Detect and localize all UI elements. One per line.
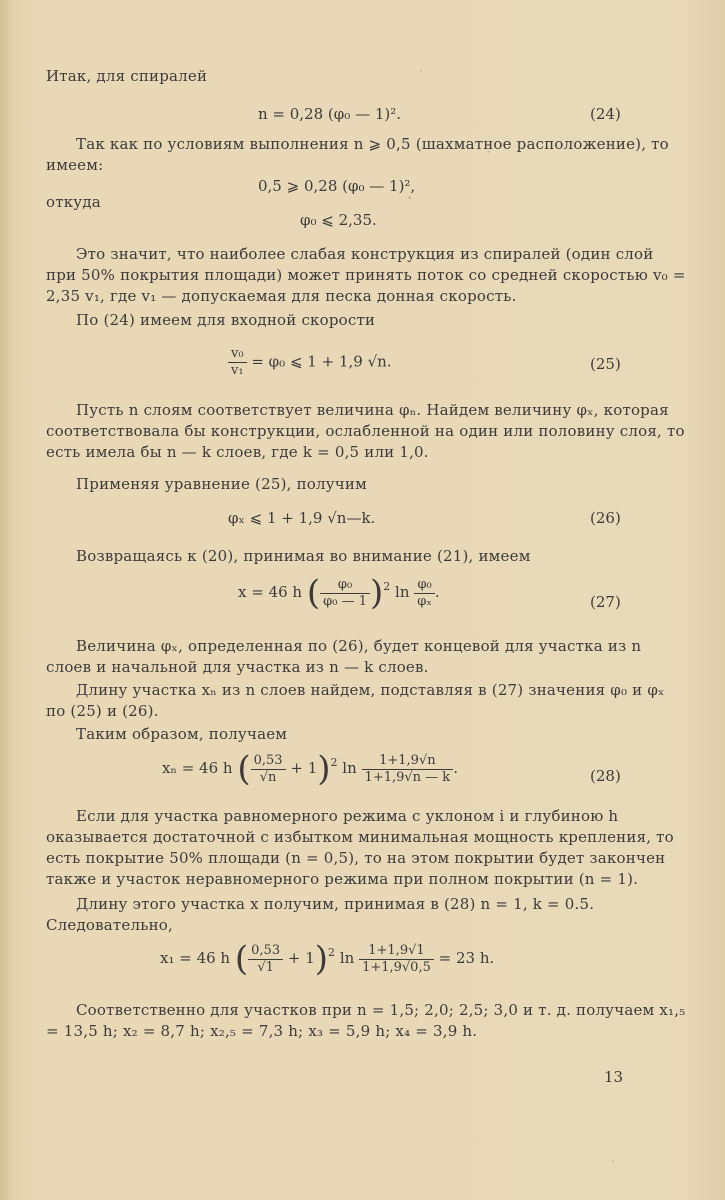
paragraph-returning: Возвращаясь к (20), принимая во внимание (21), имеем <box>76 547 531 565</box>
whence-text: откуда <box>46 193 101 211</box>
paragraph-results: Соответственно для участков при n = 1,5; 2,0; 2,5; 3,0 и т. д. получаем x₁,₅ = 13,5 h; x₂ = 8,7 h; x₂,₅ = 7,3 h; x₃ = 5,9 h; x₄ = 3,9 h. <box>46 1001 686 1040</box>
intro-text: Итак, для спиралей <box>46 67 208 85</box>
equation-26-formula: φₓ ⩽ 1 + 1,9 √n—k. <box>228 509 376 527</box>
book-page: Итак, для спиралей n = 0,28 (φ₀ — 1)². (24) Так как по условиям выполнения n ⩾ 0,5 (шахматное расположение), то имеем: 0,5 ⩾ 0,28 (φ₀ — 1)², откуда φ₀ ⩽ 2,35. Это значит, что наиболее слабая конструкция из спиралей (один слой при 50% покрытия площади) может принять поток со средней скоростью v₀ = 2,35 v₁, где v₁ — допускаемая для песка донная скорость. По (24) имеем для входной скорости $\frac{\text{v₀}}{\text{v₁}}$ = φ₀ ⩽ 1 + 1,9 √n. (25) Пусть n слоям соответствует величина φₙ. Найдем величину φₓ, которая соответствовала бы конструкции, ослабленной на один или половину слоя, то есть имела бы n — k слоев, где k = 0,5 или 1,0. Применяя уравнение (25), получим φₓ ⩽ 1 + 1,9 √n—k. (26) Возвращаясь к (20), принимая во внимание (21), имеем x = 46 h ( $\frac{\text{φ₀}}{\text{φ₀ — 1}}$ )$^2$ ln $\frac{\text{φ₀}}{\text{φₓ}}$ . (27) Величина φₓ, определенная по (26), будет концевой для участка из n слоев и начальной для участка из n — k слоев. Длину участка xₙ из n слоев найдем, подставляя в (27) значения φ₀ и φₓ по (25) и (26). Таким образом, получаем xₙ = 46 h ( $\frac{0,53}{√n}$ + 1)$^2$ ln $\frac{1+1,9√n}{1+1,9√n — k}$ . (28) Если для участка равномерного режима с уклоном i и глубиною h оказывается достаточной с избытком минимальная мощность крепления, то есть покрытие 50% площади (n = 0,5), то на этом покрытии будет закончен также и участок неравномерного режима при полном покрытии (n = 1). Длину этого участка x получим, принимая в (28) n = 1, k = 0.5. Следовательно, x₁ = 46 h ( $\frac{0,53}{√1}$ + 1)$^2$ ln $\frac{1+1,9√1}{1+1,9√0,5}$ = 23 h. Соответственно для участков при n = 1,5; 2,0; 2,5; 3,0 и т. д. получаем x₁,₅ = 13,5 h; x₂ = 8,7 h; x₂,₅ = 7,3 h; x₃ = 5,9 h; x₄ = 3,9 h. 13 <box>0 0 725 1200</box>
equation-27-number: (27) <box>590 593 621 611</box>
paragraph-weakest-construction: Это значит, что наиболее слабая конструкция из спиралей (один слой при 50% покрытия площади) может принять поток со средней скоростью v₀ = 2,35 v₁, где v₁ — допускаемая для песка донная скорость. <box>46 245 686 305</box>
paragraph-condition: Так как по условиям выполнения n ⩾ 0,5 (шахматное расположение), то имеем: <box>46 135 669 174</box>
equation-26-number: (26) <box>590 509 621 527</box>
paragraph-applying-25: Применяя уравнение (25), получим <box>76 475 367 493</box>
equation-25-number: (25) <box>590 355 621 373</box>
velocity-ratio: $\frac{\text{v₀}}{\text{v₁}}$ <box>228 346 247 379</box>
paragraph-section-x: Длину этого участка x получим, принимая в (28) n = 1, k = 0.5. Следовательно, <box>46 895 595 934</box>
paragraph-thus: Таким образом, получаем <box>76 725 288 743</box>
paragraph-entry-velocity: По (24) имеем для входной скорости <box>76 311 376 329</box>
equation-24-formula: n = 0,28 (φ₀ — 1)². <box>258 105 402 123</box>
paragraph-layers: Пусть n слоям соответствует величина φₙ. Найдем величину φₓ, которая соответствовала бы конструкции, ослабленной на один или половину слоя, то есть имела бы n — k слоев, где k = 0,5 или 1,0. <box>46 401 685 461</box>
paper-speck <box>408 196 411 199</box>
inequality-2-formula: φ₀ ⩽ 2,35. <box>300 211 377 229</box>
paper-speck <box>420 70 422 72</box>
page-number: 13 <box>604 1068 624 1086</box>
paragraph-section-length: Длину участка xₙ из n слоев найдем, подставляя в (27) значения φ₀ и φₓ по (25) и (26). <box>46 681 665 720</box>
equation-24-number: (24) <box>590 105 621 123</box>
paragraph-phi-x: Величина φₓ, определенная по (26), будет концевой для участка из n слоев и начальной для участка из n — k слоев. <box>46 637 642 676</box>
paragraph-uniform-regime: Если для участка равномерного режима с уклоном i и глубиною h оказывается достаточной с избытком минимальная мощность крепления, то есть покрытие 50% площади (n = 0,5), то на этом покрытии будет закончен также и участок неравномерного режима при полном покрытии (n = 1). <box>46 807 674 888</box>
equation-25-rhs: = φ₀ ⩽ 1 + 1,9 √n. <box>251 352 392 371</box>
paper-speck <box>612 1160 614 1162</box>
inequality-1-formula: 0,5 ⩾ 0,28 (φ₀ — 1)², <box>258 177 416 195</box>
equation-28-number: (28) <box>590 767 621 785</box>
paper-speck <box>488 150 490 153</box>
